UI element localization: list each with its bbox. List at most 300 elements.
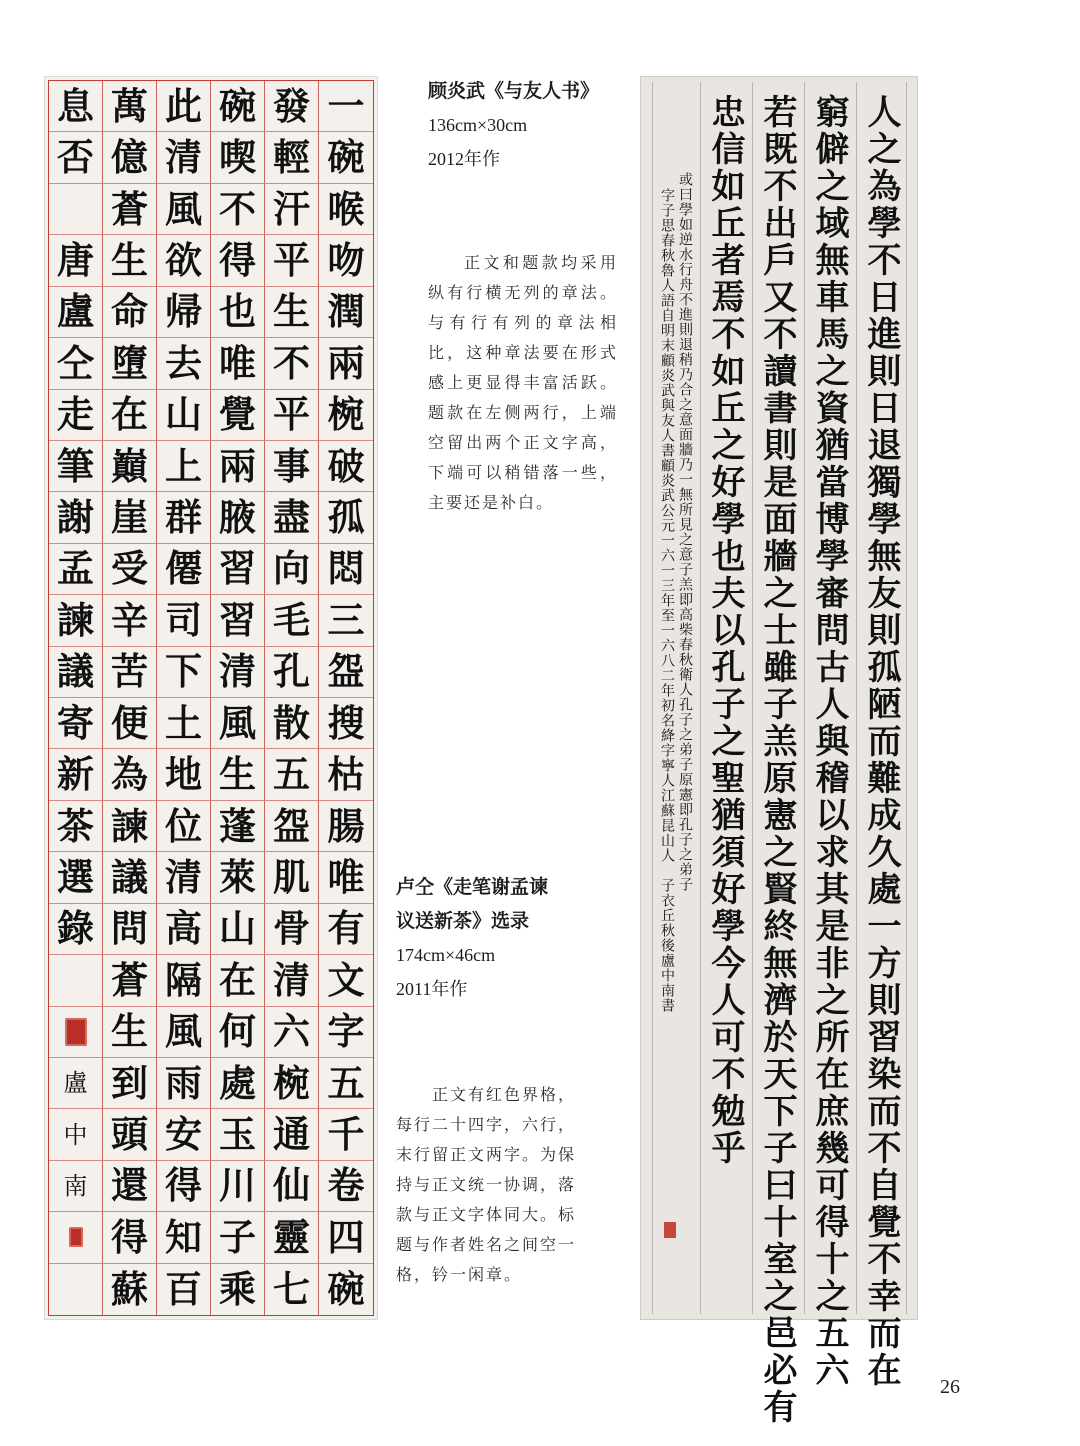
grid-cell (103, 1109, 157, 1160)
calligraphy-char: 清 (273, 957, 310, 1002)
text-column-1: 人之為學不日進則日退獨學無友則孤陋而難成久處一方則習染而不自覺不幸而在 (861, 94, 901, 1389)
grid-cell (157, 904, 211, 955)
calligraphy-char: 骨 (273, 906, 310, 951)
grid-cell (103, 647, 157, 698)
column-rule (906, 82, 907, 1314)
grid-cell (103, 492, 157, 543)
calligraphy-char: 風 (165, 1009, 202, 1054)
grid-cell (319, 595, 373, 646)
grid-cell (157, 132, 211, 183)
grid-cell (49, 441, 103, 492)
grid-cell (265, 647, 319, 698)
calligraphy-char: 搜 (327, 700, 365, 745)
calligraphy-char: 土 (165, 700, 202, 745)
calligraphy-char: 在 (111, 392, 148, 437)
grid-cell (265, 1264, 319, 1315)
calligraphy-char: 生 (219, 752, 256, 797)
grid-cell (319, 801, 373, 852)
grid-cell (157, 698, 211, 749)
calligraphy-char: 地 (165, 752, 202, 797)
grid-cell (157, 287, 211, 338)
grid-cell (319, 441, 373, 492)
grid-cell (157, 595, 211, 646)
work1-size: 136cm×30cm (428, 115, 528, 135)
calligraphy-char: 還 (111, 1163, 148, 1208)
grid-cell (49, 287, 103, 338)
calligraphy-char: 在 (219, 957, 256, 1002)
calligraphy-char: 司 (165, 597, 202, 642)
grid-cell (157, 852, 211, 903)
grid-cell (211, 852, 265, 903)
calligraphy-char: 萊 (219, 854, 256, 899)
calligraphy-char: 此 (165, 83, 202, 128)
calligraphy-char: 清 (165, 135, 202, 180)
calligraphy-char: 唐 (57, 237, 94, 282)
calligraphy-char: 問 (111, 906, 148, 951)
grid-cell (319, 1058, 373, 1109)
grid-cell (49, 955, 103, 1006)
calligraphy-char: 一 (327, 83, 365, 128)
grid-cell (103, 904, 157, 955)
grid-cell (319, 1161, 373, 1212)
grid-cell (265, 801, 319, 852)
grid-cell (211, 492, 265, 543)
grid-cell (49, 544, 103, 595)
grid-cell (211, 595, 265, 646)
calligraphy-char: 文 (327, 957, 365, 1002)
calligraphy-char: 盡 (273, 495, 310, 540)
calligraphy-char: 仝 (57, 340, 94, 385)
grid-cell (319, 1007, 373, 1058)
grid-cell (319, 184, 373, 235)
calligraphy-char: 生 (273, 289, 310, 334)
calligraphy-char: 盌 (273, 803, 310, 848)
calligraphy-char: 選 (57, 854, 94, 899)
calligraphy-char: 清 (165, 854, 202, 899)
grid-cell (211, 544, 265, 595)
grid-cell (211, 338, 265, 389)
seal-stamp (65, 1018, 87, 1046)
calligraphy-char: 山 (219, 906, 256, 951)
grid-cell (103, 81, 157, 132)
grid-cell (319, 235, 373, 286)
seal-stamp (69, 1227, 83, 1247)
calligraphy-char: 億 (111, 135, 148, 180)
grid-cell (103, 184, 157, 235)
grid-cell (157, 1212, 211, 1263)
grid-cell (103, 235, 157, 286)
grid-cell (265, 81, 319, 132)
grid-cell (157, 338, 211, 389)
signature-char: 南 (63, 1171, 88, 1200)
inscription-column-1: 或曰學如逆水行舟不進則退稍乃合之意面牆乃一無所見之意子羔即高柴春秋衛人孔子之弟子原憲即孔子之弟子 (677, 172, 693, 892)
calligraphy-char: 兩 (327, 340, 365, 385)
calligraphy-char: 處 (219, 1060, 256, 1105)
grid-cell (211, 441, 265, 492)
grid-cell (157, 544, 211, 595)
grid-cell (211, 749, 265, 800)
grid-cell (49, 1161, 103, 1212)
grid-cell (49, 132, 103, 183)
grid-cell (103, 441, 157, 492)
grid-cell (103, 595, 157, 646)
calligraphy-char: 生 (111, 237, 148, 282)
calligraphy-char: 僊 (165, 546, 202, 591)
grid-cell (319, 1212, 373, 1263)
calligraphy-char: 蒼 (111, 957, 148, 1002)
caption-work2 (396, 870, 548, 1006)
grid-cell (265, 132, 319, 183)
calligraphy-char: 不 (273, 340, 310, 385)
seal-stamp (664, 1222, 676, 1238)
calligraphy-char: 新 (57, 752, 94, 797)
calligraphy-char: 覺 (219, 392, 256, 437)
calligraphy-char: 位 (165, 803, 202, 848)
grid-cell (103, 852, 157, 903)
grid-cell (265, 1109, 319, 1160)
calligraphy-char: 平 (273, 392, 310, 437)
calligraphy-char: 蓬 (219, 803, 256, 848)
grid-cell (265, 338, 319, 389)
grid-cell (49, 1007, 103, 1058)
calligraphy-char: 群 (165, 495, 202, 540)
work2-title-line1: 卢仝《走笔谢孟谏 (396, 876, 549, 898)
calligraphy-char: 清 (219, 649, 256, 694)
grid-cell (211, 184, 265, 235)
grid-cell (157, 749, 211, 800)
grid-cell (319, 852, 373, 903)
page-number: 26 (940, 1376, 960, 1398)
work1-description: 正文和题款均采用纵有行横无列的章法。与有行有列的章法相比，这种章法要在形式感上更显得丰富活跃。题款在左侧两行，上端空留出两个正文字高，下端可以稍错落一些，主要还是补白。 (428, 253, 618, 512)
grid-cell (157, 1264, 211, 1315)
calligraphy-char: 川 (219, 1163, 256, 1208)
grid-cell (319, 1264, 373, 1315)
calligraphy-char: 便 (111, 700, 148, 745)
grid-cell (211, 801, 265, 852)
grid-cell (49, 749, 103, 800)
grid-cell (319, 544, 373, 595)
grid-cell (319, 132, 373, 183)
grid-cell (211, 235, 265, 286)
grid-cell (103, 1058, 157, 1109)
grid-cell (211, 1212, 265, 1263)
work2-description: 正文有红色界格，每行二十四字，六行，末行留正文两字。为保持与正文统一协调，落款与正文字体同大。标题与作者姓名之间空一格，钤一闲章。 (396, 1085, 577, 1284)
calligraphy-char: 息 (57, 83, 94, 128)
grid-cell (265, 1007, 319, 1058)
grid-cell (265, 544, 319, 595)
grid-cell (103, 749, 157, 800)
calligraphy-char: 卷 (327, 1163, 365, 1208)
calligraphy-char: 散 (273, 700, 310, 745)
grid-cell (157, 390, 211, 441)
calligraphy-char: 發 (273, 83, 310, 128)
calligraphy-char: 七 (273, 1266, 310, 1311)
grid-cell (103, 955, 157, 1006)
grid-cell (103, 338, 157, 389)
grid-cell (49, 904, 103, 955)
calligraphy-char: 腋 (219, 495, 256, 540)
grid-cell (49, 1109, 103, 1160)
calligraphy-char: 孔 (273, 649, 310, 694)
column-rule (856, 82, 857, 1314)
calligraphy-char: 生 (111, 1009, 148, 1054)
calligraphy-char: 諫 (57, 597, 94, 642)
grid-cell (211, 698, 265, 749)
grid-cell (265, 235, 319, 286)
grid-cell (49, 81, 103, 132)
calligraphy-char: 六 (273, 1009, 310, 1054)
calligraphy-char: 乘 (219, 1266, 256, 1311)
calligraphy-char: 兩 (219, 443, 256, 488)
calligraphy-char: 去 (165, 340, 202, 385)
grid-cell (211, 132, 265, 183)
grid-cell (103, 698, 157, 749)
text-column-4: 忠信如丘者焉不如丘之好學也夫以孔子之聖猶須好學今人可不勉乎 (705, 94, 745, 1167)
calligraphy-char: 碗 (327, 135, 365, 180)
calligraphy-char: 雨 (165, 1060, 202, 1105)
calligraphy-char: 吻 (327, 237, 365, 282)
grid-cell (265, 184, 319, 235)
grid-cell (211, 1007, 265, 1058)
grid-cell (103, 544, 157, 595)
calligraphy-char: 椀 (273, 1060, 310, 1105)
grid-cell (319, 1109, 373, 1160)
grid-cell (157, 81, 211, 132)
grid-cell (265, 852, 319, 903)
grid-cell (157, 801, 211, 852)
grid-cell (319, 338, 373, 389)
work2-year: 2011年作 (396, 979, 468, 999)
calligraphy-char: 走 (57, 392, 94, 437)
calligraphy-char: 高 (165, 906, 202, 951)
calligraphy-char: 議 (111, 854, 148, 899)
grid-cell (49, 595, 103, 646)
calligraphy-char: 肌 (273, 854, 310, 899)
calligraphy-char: 平 (273, 237, 310, 282)
grid-cell (49, 1212, 103, 1263)
calligraphy-char: 碗 (327, 1266, 365, 1311)
grid-cell (49, 390, 103, 441)
grid-cell (49, 1264, 103, 1315)
work1-year: 2012年作 (428, 149, 500, 169)
calligraphy-char: 唯 (219, 340, 256, 385)
grid-cell (49, 235, 103, 286)
calligraphy-char: 知 (165, 1214, 202, 1259)
calligraphy-char: 茶 (57, 803, 94, 848)
calligraphy-char: 頭 (111, 1112, 148, 1157)
calligraphy-char: 命 (111, 289, 148, 334)
calligraphy-char: 盌 (327, 649, 365, 694)
calligraphy-char: 也 (219, 289, 256, 334)
grid-cell (157, 184, 211, 235)
work1-title: 顾炎武《与友人书》 (428, 80, 600, 102)
grid-cell (319, 390, 373, 441)
grid-cell (211, 1058, 265, 1109)
grid-cell (265, 390, 319, 441)
calligraphy-char: 靈 (273, 1214, 310, 1259)
calligraphy-char: 辛 (111, 597, 148, 642)
grid-cell (265, 492, 319, 543)
column-rule (700, 82, 701, 1314)
calligraphy-char: 欲 (165, 237, 202, 282)
calligraphy-char: 錄 (57, 906, 94, 951)
calligraphy-char: 蘇 (111, 1266, 148, 1311)
calligraphy-char: 崖 (111, 495, 148, 540)
signature-char: 中 (63, 1120, 88, 1149)
calligraphy-char: 碗 (219, 83, 256, 128)
grid-cell (49, 647, 103, 698)
grid-cell (103, 132, 157, 183)
calligraphy-char: 苦 (111, 649, 148, 694)
calligraphy-char: 孟 (57, 546, 94, 591)
work2-title-line2: 议送新茶》选录 (396, 910, 530, 932)
calligraphy-char: 上 (165, 443, 202, 488)
grid-cell (211, 390, 265, 441)
grid-cell (265, 749, 319, 800)
calligraphy-char: 子 (219, 1214, 256, 1259)
calligraphy-char: 山 (165, 392, 202, 437)
grid-cell (103, 390, 157, 441)
grid-cell (265, 904, 319, 955)
grid-cell (265, 287, 319, 338)
grid-cell (265, 1058, 319, 1109)
grid-cell (211, 287, 265, 338)
calligraphy-char: 隔 (165, 957, 202, 1002)
calligraphy-char: 風 (165, 186, 202, 231)
grid-cell (211, 1264, 265, 1315)
grid-cell (157, 647, 211, 698)
calligraphy-char: 悶 (327, 546, 365, 591)
calligraphy-char: 五 (327, 1060, 365, 1105)
calligraphy-char: 謝 (57, 495, 94, 540)
calligraphy-work-lu-tong (44, 76, 378, 1320)
calligraphy-char: 汗 (273, 186, 310, 231)
red-grid (48, 80, 374, 1316)
grid-cell (211, 1109, 265, 1160)
calligraphy-char: 墮 (111, 340, 148, 385)
calligraphy-char: 喉 (327, 186, 365, 231)
grid-cell (211, 1161, 265, 1212)
grid-cell (157, 1058, 211, 1109)
calligraphy-char: 字 (327, 1009, 365, 1054)
grid-cell (103, 1161, 157, 1212)
grid-cell (211, 904, 265, 955)
grid-cell (319, 287, 373, 338)
column-rule (652, 82, 653, 1314)
grid-cell (211, 647, 265, 698)
calligraphy-char: 通 (273, 1112, 310, 1157)
grid-cell (157, 441, 211, 492)
grid-cell (319, 698, 373, 749)
grid-cell (265, 1161, 319, 1212)
grid-cell (265, 595, 319, 646)
inscription-column-2: 字子思春秋魯人語自明末顧炎武與友人書顧炎武公元一六一三年至一六八二年初名絳字寧人江蘇昆山人 子衣丘秋後盧中南書 (659, 188, 675, 1013)
grid-cell (319, 647, 373, 698)
calligraphy-char: 為 (111, 752, 148, 797)
calligraphy-char: 得 (165, 1163, 202, 1208)
grid-cell (49, 1058, 103, 1109)
calligraphy-work-gu-yanwu (640, 76, 918, 1426)
calligraphy-char: 議 (57, 649, 94, 694)
calligraphy-char: 事 (273, 443, 310, 488)
calligraphy-char: 椀 (327, 392, 365, 437)
grid-cell (49, 338, 103, 389)
calligraphy-char: 萬 (111, 83, 148, 128)
calligraphy-char: 安 (165, 1112, 202, 1157)
calligraphy-char: 五 (273, 752, 310, 797)
calligraphy-char: 得 (219, 237, 256, 282)
calligraphy-char: 有 (327, 906, 365, 951)
calligraphy-char: 帰 (165, 289, 202, 334)
calligraphy-char: 巔 (111, 443, 148, 488)
grid-cell (319, 904, 373, 955)
grid-cell (103, 287, 157, 338)
grid-cell (319, 955, 373, 1006)
calligraphy-char: 百 (165, 1266, 202, 1311)
calligraphy-char: 三 (327, 597, 365, 642)
grid-cell (157, 492, 211, 543)
signature-char: 盧 (63, 1069, 88, 1098)
work2-size: 174cm×46cm (396, 945, 496, 965)
grid-cell (103, 1007, 157, 1058)
calligraphy-char: 輕 (273, 135, 310, 180)
calligraphy-char: 寄 (57, 700, 94, 745)
calligraphy-char: 四 (327, 1214, 365, 1259)
calligraphy-char: 枯 (327, 752, 365, 797)
grid-cell (265, 955, 319, 1006)
caption-work1 (396, 74, 599, 176)
calligraphy-char: 到 (111, 1060, 148, 1105)
grid-cell (103, 1212, 157, 1263)
grid-cell (157, 235, 211, 286)
grid-cell (49, 852, 103, 903)
calligraphy-char: 不 (219, 186, 256, 231)
calligraphy-char: 喫 (219, 135, 256, 180)
grid-cell (157, 1161, 211, 1212)
grid-cell (103, 1264, 157, 1315)
grid-cell (49, 184, 103, 235)
grid-cell (265, 441, 319, 492)
grid-cell (49, 492, 103, 543)
calligraphy-char: 何 (219, 1009, 256, 1054)
calligraphy-char: 毛 (273, 597, 310, 642)
calligraphy-char: 潤 (327, 289, 365, 334)
grid-cell (211, 81, 265, 132)
grid-cell (319, 749, 373, 800)
calligraphy-char: 否 (57, 135, 94, 180)
calligraphy-char: 筆 (57, 443, 94, 488)
calligraphy-char: 諫 (111, 803, 148, 848)
calligraphy-char: 唯 (327, 854, 365, 899)
calligraphy-char: 千 (327, 1112, 365, 1157)
text-column-3: 若既不出戶又不讀書則是面牆之士雖子羔原憲之賢終無濟於天下子曰十室之邑必有 (757, 94, 797, 1426)
grid-cell (157, 1109, 211, 1160)
calligraphy-char: 破 (327, 443, 365, 488)
grid-cell (49, 801, 103, 852)
calligraphy-char: 孤 (327, 495, 365, 540)
calligraphy-char: 仙 (273, 1163, 310, 1208)
column-rule (804, 82, 805, 1314)
grid-cell (265, 1212, 319, 1263)
grid-cell (103, 801, 157, 852)
grid-cell (211, 955, 265, 1006)
calligraphy-char: 玉 (219, 1112, 256, 1157)
calligraphy-char: 向 (273, 546, 310, 591)
calligraphy-char: 下 (165, 649, 202, 694)
grid-cell (319, 492, 373, 543)
grid-cell (265, 698, 319, 749)
calligraphy-char: 蒼 (111, 186, 148, 231)
